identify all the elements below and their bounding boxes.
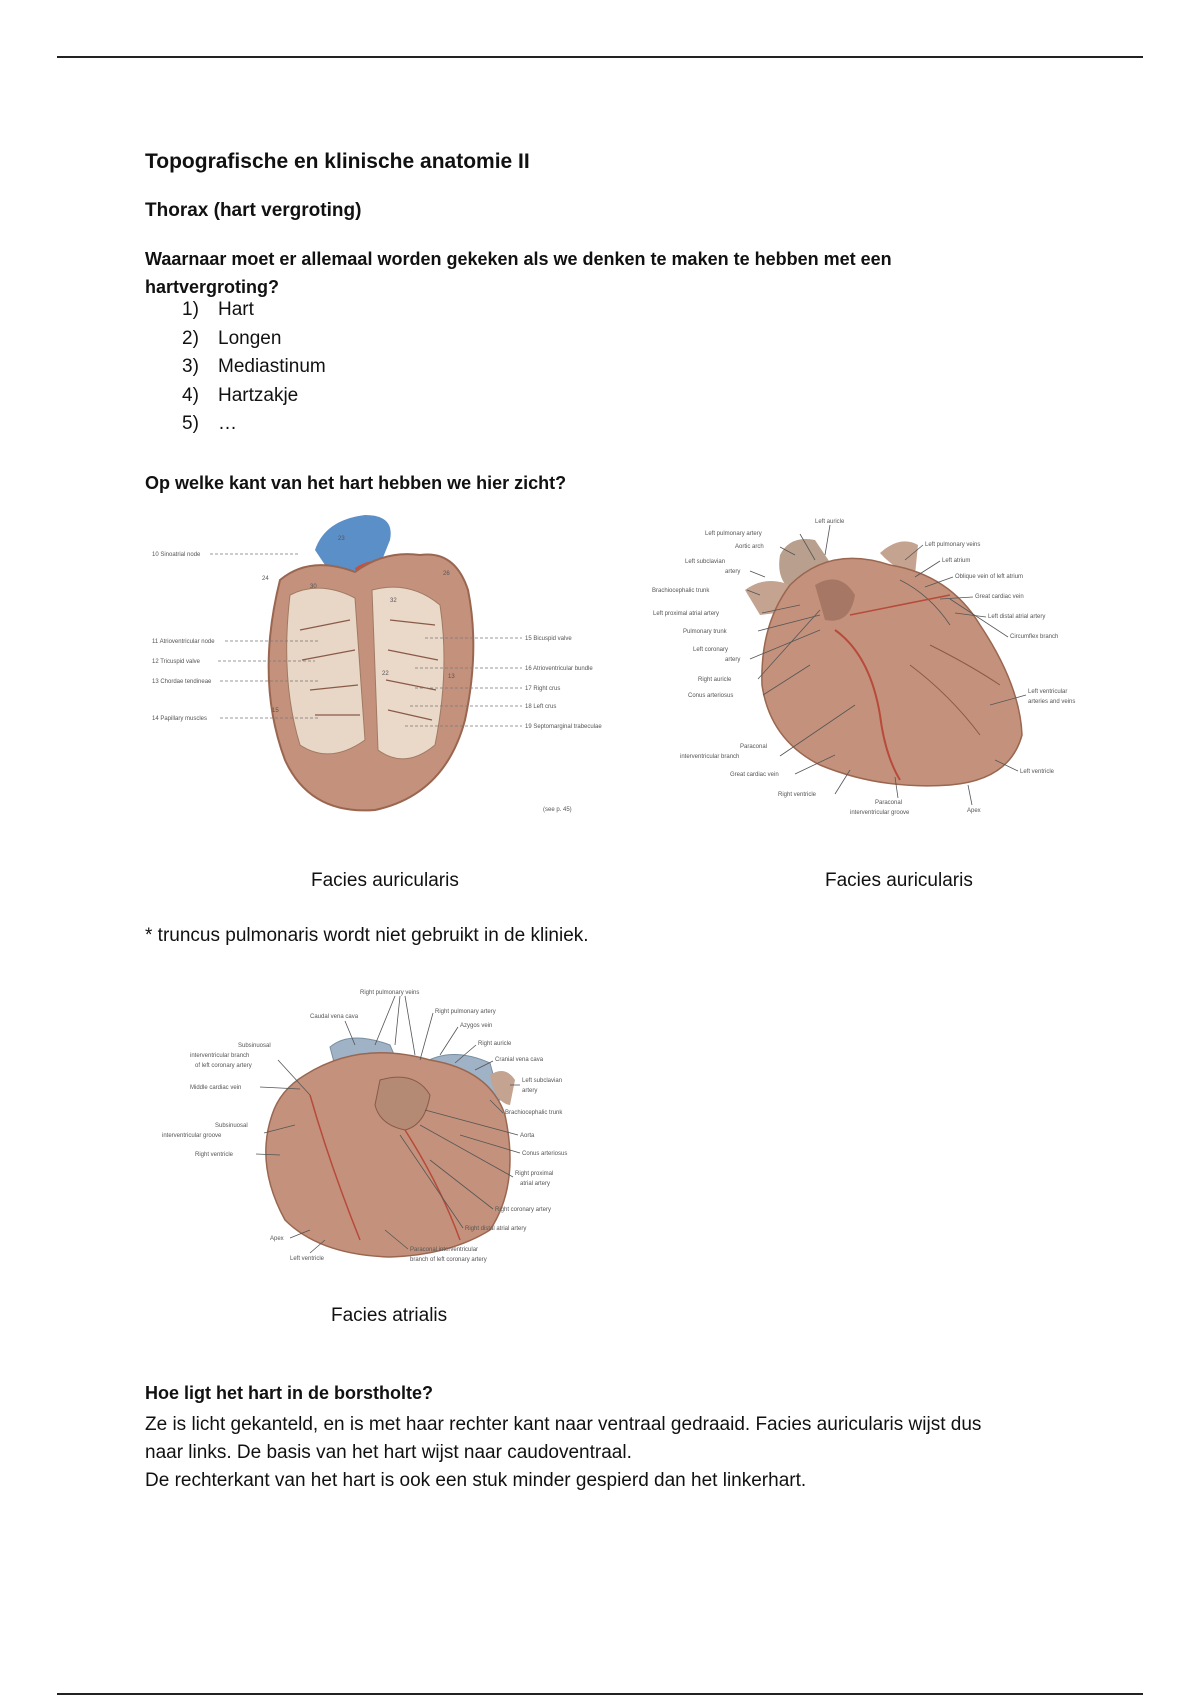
figure-label: 13 Chordae tendineae xyxy=(152,679,212,685)
figure-label: Left subclavian xyxy=(685,559,726,565)
section-heading: Thorax (hart vergroting) xyxy=(145,200,362,221)
leader-line xyxy=(825,525,830,555)
figure-label: 11 Atrioventricular node xyxy=(152,639,215,645)
heart-atrial-illustration xyxy=(160,985,630,1280)
leader-line xyxy=(750,571,765,577)
figure-label: interventricular branch xyxy=(680,754,740,760)
list-number: 4) xyxy=(182,384,199,406)
figure-label: interventricular groove xyxy=(850,810,910,816)
figure-label: artery xyxy=(725,569,741,575)
figure-label: Middle cardiac vein xyxy=(190,1085,242,1091)
figure-label: interventricular branch xyxy=(190,1053,250,1059)
paragraph-line: De rechterkant van het hart is ook een stuk minder gespierd dan het linkerhart. xyxy=(145,1470,807,1491)
figure-label: of left coronary artery xyxy=(195,1063,252,1069)
heart-auricular-illustration xyxy=(650,515,1120,825)
figure-number: 32 xyxy=(390,598,397,604)
figure-heart-atrial xyxy=(160,985,630,1280)
figure-label: branch of left coronary artery xyxy=(410,1257,487,1263)
figure-label: Left pulmonary veins xyxy=(925,542,981,548)
leader-line xyxy=(440,1027,458,1055)
figure-reference: (see p. 45) xyxy=(543,807,572,813)
list-number: 1) xyxy=(182,299,199,320)
figure-label: Great cardiac vein xyxy=(730,772,779,778)
list-item xyxy=(182,328,326,357)
figure-label: 17 Right crus xyxy=(525,686,561,692)
figure-label: Apex xyxy=(270,1236,284,1242)
bottom-rule xyxy=(57,1693,1143,1695)
figure-heart-section xyxy=(150,510,620,825)
list-text: Hartzakje xyxy=(218,384,299,406)
figure-label: Left proximal atrial artery xyxy=(653,611,720,617)
figure-number: 30 xyxy=(310,584,317,590)
leader-line xyxy=(420,1013,433,1060)
figure-label: Conus arteriosus xyxy=(688,693,734,699)
top-rule xyxy=(57,56,1143,58)
question-view-side: Op welke kant van het hart hebben we hier zicht? xyxy=(145,473,567,493)
figure-number: 22 xyxy=(382,671,389,677)
figure-label: Pulmonary trunk xyxy=(683,629,727,635)
list-item xyxy=(182,413,326,442)
question-position: Hoe ligt het hart in de borstholte? xyxy=(145,1383,433,1403)
list-number: 3) xyxy=(182,356,199,377)
figure-label: Cranial vena cava xyxy=(495,1057,544,1063)
figure-label: Brachiocephalic trunk xyxy=(652,588,710,594)
leader-line xyxy=(915,561,940,577)
figure2-caption: Facies auricularis xyxy=(825,870,973,891)
paragraph-line: naar links. De basis van het hart wijst naar caudoventraal. xyxy=(145,1442,632,1463)
figure-label: Left distal atrial artery xyxy=(988,614,1046,620)
figure-label: Left atrium xyxy=(942,558,971,564)
figure-label: Right distal atrial artery xyxy=(465,1226,527,1232)
figure-label: 14 Papillary muscles xyxy=(152,716,208,722)
list-text: … xyxy=(218,413,237,434)
figure-label: Paraconal xyxy=(875,800,903,806)
figure-label: artery xyxy=(522,1088,538,1094)
figure-label: 12 Tricuspid valve xyxy=(152,659,201,665)
list-number: 5) xyxy=(182,413,199,434)
figure-label: Left ventricle xyxy=(1020,769,1055,775)
figure-label: Conus arteriosus xyxy=(522,1151,568,1157)
answer-paragraph xyxy=(145,1411,1065,1495)
figure-label: Oblique vein of left atrium xyxy=(955,574,1024,580)
figure-label: Brachiocephalic trunk xyxy=(505,1110,563,1116)
figure-label: Right proximal xyxy=(515,1171,554,1177)
list-text: Mediastinum xyxy=(218,356,326,377)
list-number: 2) xyxy=(182,327,199,349)
list-item xyxy=(182,385,326,414)
figure-label: Paraconal interventricular xyxy=(410,1247,479,1253)
figure-label: Right auricle xyxy=(478,1041,512,1047)
list-item xyxy=(182,356,326,385)
leader-line xyxy=(968,785,972,805)
figure-label: Right pulmonary veins xyxy=(360,990,420,996)
figure-label: Left coronary xyxy=(693,647,729,653)
figure-label: Left subclavian xyxy=(522,1078,563,1084)
figure1-caption: Facies auricularis xyxy=(311,870,459,891)
figure-label: Caudal vena cava xyxy=(310,1014,359,1020)
figure-label: Right auricle xyxy=(698,677,732,683)
figure-label: 19 Septomarginal trabeculae xyxy=(525,724,602,730)
figure-label: Left ventricular xyxy=(1028,689,1068,695)
figure-label: 18 Left crus xyxy=(525,704,557,710)
figure-label: Great cardiac vein xyxy=(975,594,1024,600)
figure-label: Aorta xyxy=(520,1133,535,1139)
figure-label: Aortic arch xyxy=(735,544,764,550)
figure-number: 23 xyxy=(338,536,345,542)
figure-label: artery xyxy=(725,657,741,663)
figure-number: 26 xyxy=(443,571,450,577)
list-item xyxy=(182,299,326,328)
figure-label: 16 Atrioventricular bundle xyxy=(525,666,593,672)
figure3-caption: Facies atrialis xyxy=(331,1305,448,1326)
list-text: Hart xyxy=(218,299,254,320)
paragraph-line: Ze is licht gekanteld, en is met haar rechter kant naar ventraal gedraaid. Facies auricularis wijst dus xyxy=(145,1414,982,1435)
figure-label: Left ventricle xyxy=(290,1256,325,1262)
figure-label: Subsinuosal xyxy=(238,1043,271,1049)
figure-label: atrial artery xyxy=(520,1181,551,1187)
figure-label: Subsinuosal xyxy=(215,1123,248,1129)
figure-number: 24 xyxy=(262,576,269,582)
figure-number: 13 xyxy=(448,674,455,680)
figure-label: Circumflex branch xyxy=(1010,634,1059,640)
figure-label: 15 Bicuspid valve xyxy=(525,636,572,642)
figure-label: Right ventricle xyxy=(195,1152,234,1158)
figure-label: Right pulmonary artery xyxy=(435,1009,496,1015)
figure-label: interventricular groove xyxy=(162,1133,222,1139)
heart-section-illustration xyxy=(150,510,620,825)
figure-label: Right ventricle xyxy=(778,792,817,798)
figure-label: Right coronary artery xyxy=(495,1207,552,1213)
list-text: Longen xyxy=(218,327,282,349)
figure-label: arteries and veins xyxy=(1028,699,1076,705)
figure-label: Azygos vein xyxy=(460,1023,493,1029)
footnote: * truncus pulmonaris wordt niet gebruikt in de kliniek. xyxy=(145,925,589,946)
right-cavity-shape xyxy=(287,588,365,754)
figure-number: 15 xyxy=(272,708,279,714)
figure-label: Left auricle xyxy=(815,519,845,525)
figure-label: Paraconal xyxy=(740,744,768,750)
numbered-list xyxy=(182,299,326,442)
figure-label: 10 Sinoatrial node xyxy=(152,552,201,558)
heart-body-shape xyxy=(762,558,1022,786)
figure-label: Apex xyxy=(967,808,981,814)
figure-heart-auricular xyxy=(650,515,1120,825)
question-enlargement: Waarnaar moet er allemaal worden gekeken als we denken te maken te hebben met een hartvergroting? xyxy=(145,249,892,297)
page-title: Topografische en klinische anatomie II xyxy=(145,150,530,173)
figure-label: Left pulmonary artery xyxy=(705,531,762,537)
